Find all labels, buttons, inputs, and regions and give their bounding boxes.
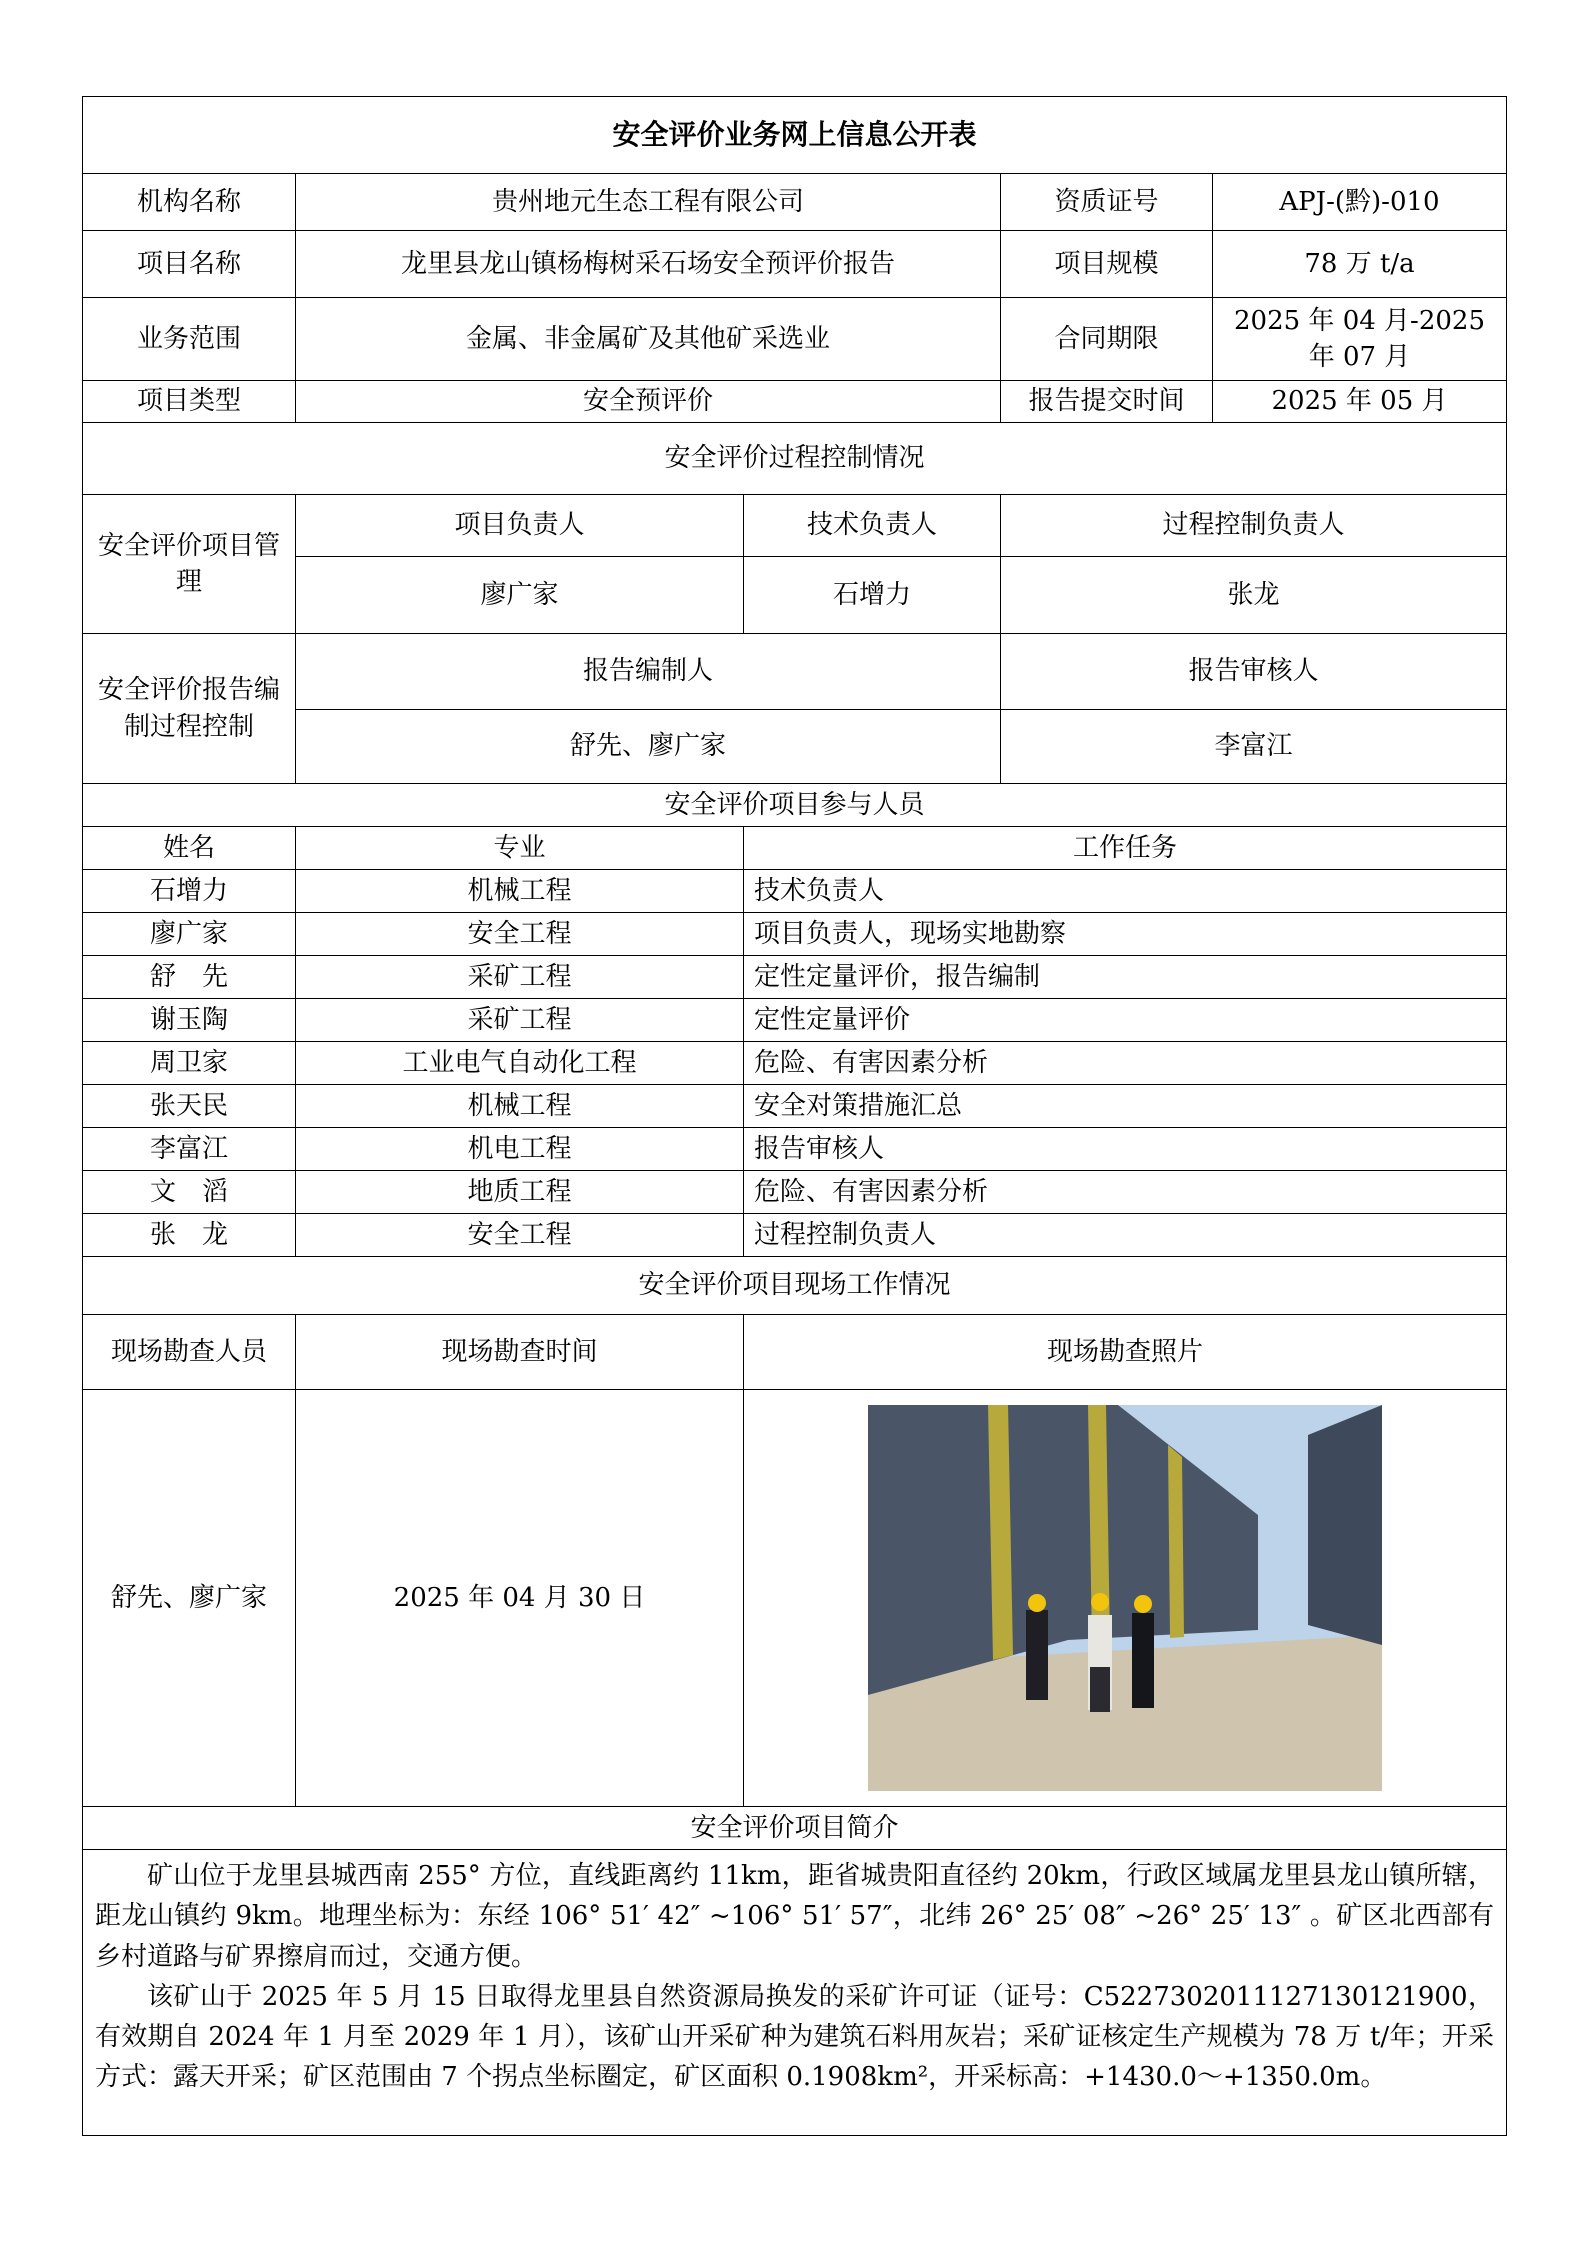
- scale-value: 78 万 t/a: [1213, 231, 1507, 298]
- site-heading: 安全评价项目现场工作情况: [83, 1257, 1507, 1315]
- submit-value: 2025 年 05 月: [1213, 381, 1507, 423]
- participant-task: 危险、有害因素分析: [744, 1042, 1507, 1085]
- col-major-header: 专业: [296, 827, 744, 870]
- participant-major: 机械工程: [296, 1085, 744, 1128]
- participant-task: 过程控制负责人: [744, 1214, 1507, 1257]
- page-title: 安全评价业务网上信息公开表: [83, 97, 1507, 174]
- table-row: [83, 1171, 1507, 1214]
- participant-name: 谢玉陶: [83, 999, 296, 1042]
- photo-person: [1026, 1610, 1048, 1700]
- project-label: 项目名称: [83, 231, 296, 298]
- participants-heading: 安全评价项目参与人员: [83, 784, 1507, 827]
- table-row: [83, 956, 1507, 999]
- writer-label: 报告编制人: [296, 634, 1001, 710]
- participant-name: 廖广家: [83, 913, 296, 956]
- site-staff-label: 现场勘查人员: [83, 1315, 296, 1390]
- photo-building-stripe: [1168, 1445, 1184, 1638]
- table-row: [83, 1042, 1507, 1085]
- contract-label: 合同期限: [1001, 298, 1213, 381]
- participant-major: 安全工程: [296, 913, 744, 956]
- report-control-label: 安全评价报告编制过程控制: [83, 634, 296, 784]
- participant-name: 李富江: [83, 1128, 296, 1171]
- table-row: [83, 1085, 1507, 1128]
- pm-label: 项目负责人: [296, 495, 744, 557]
- photo-helmet: [1091, 1593, 1109, 1611]
- participant-task: 报告审核人: [744, 1128, 1507, 1171]
- intro-paragraph: 矿山位于龙里县城西南 255° 方位，直线距离约 11km，距省城贵阳直径约 20km，行政区域属龙里县龙山镇所辖，距龙山镇约 9km。地理坐标为：东经 106° 51′ 42″ ~106° 51′ 57″，北纬 26° 25′ 08″ ~26° 25′ 13″ 。矿区北西部有乡村道路与矿界擦肩而过，交通方便。: [95, 1861, 1495, 1972]
- pc-value: 张龙: [1001, 557, 1507, 634]
- table-row: [83, 870, 1507, 913]
- type-value: 安全预评价: [296, 381, 1001, 423]
- table-row: [83, 913, 1507, 956]
- site-photo-cell: [744, 1390, 1507, 1807]
- participant-task: 项目负责人，现场实地勘察: [744, 913, 1507, 956]
- participant-task: 安全对策措施汇总: [744, 1085, 1507, 1128]
- participant-major: 地质工程: [296, 1171, 744, 1214]
- project-value: 龙里县龙山镇杨梅树采石场安全预评价报告: [296, 231, 1001, 298]
- mgmt-label: 安全评价项目管理: [83, 495, 296, 634]
- photo-helmet: [1134, 1595, 1152, 1613]
- participant-major: 安全工程: [296, 1214, 744, 1257]
- writer-value: 舒先、廖广家: [296, 710, 1001, 784]
- cert-value: APJ-(黔)-010: [1213, 174, 1507, 231]
- pm-value: 廖广家: [296, 557, 744, 634]
- participant-major: 采矿工程: [296, 956, 744, 999]
- pc-label: 过程控制负责人: [1001, 495, 1507, 557]
- site-time-value: 2025 年 04 月 30 日: [296, 1390, 744, 1807]
- submit-label: 报告提交时间: [1001, 381, 1213, 423]
- site-photo-label: 现场勘查照片: [744, 1315, 1507, 1390]
- participant-major: 工业电气自动化工程: [296, 1042, 744, 1085]
- intro-body: [83, 1850, 1507, 2136]
- participant-name: 文 滔: [83, 1171, 296, 1214]
- process-heading: 安全评价过程控制情况: [83, 423, 1507, 495]
- type-label: 项目类型: [83, 381, 296, 423]
- intro-heading: 安全评价项目简介: [83, 1807, 1507, 1850]
- intro-paragraph: 该矿山于 2025 年 5 月 15 日取得龙里县自然资源局换发的采矿许可证（证号：C5227302011127130121900，有效期自 2024 年 1 月至 2029 年 1 月），该矿山开采矿种为建筑石料用灰岩；采矿证核定生产规模为 78 万 t/年；开采方式：露天开采；矿区范围由 7 个拐点坐标圈定，矿区面积 0.1908km²，开采标高：+1430.0～+1350.0m。: [95, 1981, 1495, 2093]
- org-value: 贵州地元生态工程有限公司: [296, 174, 1001, 231]
- scale-label: 项目规模: [1001, 231, 1213, 298]
- participant-task: 定性定量评价，报告编制: [744, 956, 1507, 999]
- site-staff-value: 舒先、廖广家: [83, 1390, 296, 1807]
- table-row: [83, 999, 1507, 1042]
- scope-value: 金属、非金属矿及其他矿采选业: [296, 298, 1001, 381]
- participant-major: 采矿工程: [296, 999, 744, 1042]
- participant-major: 机械工程: [296, 870, 744, 913]
- participant-name: 张天民: [83, 1085, 296, 1128]
- col-task-header: 工作任务: [744, 827, 1507, 870]
- photo-person: [1132, 1613, 1154, 1708]
- tech-label: 技术负责人: [744, 495, 1001, 557]
- participant-task: 技术负责人: [744, 870, 1507, 913]
- site-time-label: 现场勘查时间: [296, 1315, 744, 1390]
- contract-value: 2025 年 04 月-2025 年 07 月: [1213, 298, 1507, 381]
- participant-name: 张 龙: [83, 1214, 296, 1257]
- scope-label: 业务范围: [83, 298, 296, 381]
- reviewer-value: 李富江: [1001, 710, 1507, 784]
- participant-task: 定性定量评价: [744, 999, 1507, 1042]
- disclosure-table: [82, 96, 1507, 2136]
- tech-value: 石增力: [744, 557, 1001, 634]
- org-label: 机构名称: [83, 174, 296, 231]
- table-row: [83, 1128, 1507, 1171]
- participant-major: 机电工程: [296, 1128, 744, 1171]
- table-row: [83, 1214, 1507, 1257]
- site-photo: [868, 1405, 1382, 1791]
- participant-task: 危险、有害因素分析: [744, 1171, 1507, 1214]
- cert-label: 资质证号: [1001, 174, 1213, 231]
- photo-person-legs: [1090, 1667, 1110, 1712]
- reviewer-label: 报告审核人: [1001, 634, 1507, 710]
- photo-helmet: [1028, 1594, 1046, 1612]
- col-name-header: 姓名: [83, 827, 296, 870]
- participant-name: 周卫家: [83, 1042, 296, 1085]
- photo-right-building: [1308, 1405, 1382, 1645]
- participant-name: 舒 先: [83, 956, 296, 999]
- participant-name: 石增力: [83, 870, 296, 913]
